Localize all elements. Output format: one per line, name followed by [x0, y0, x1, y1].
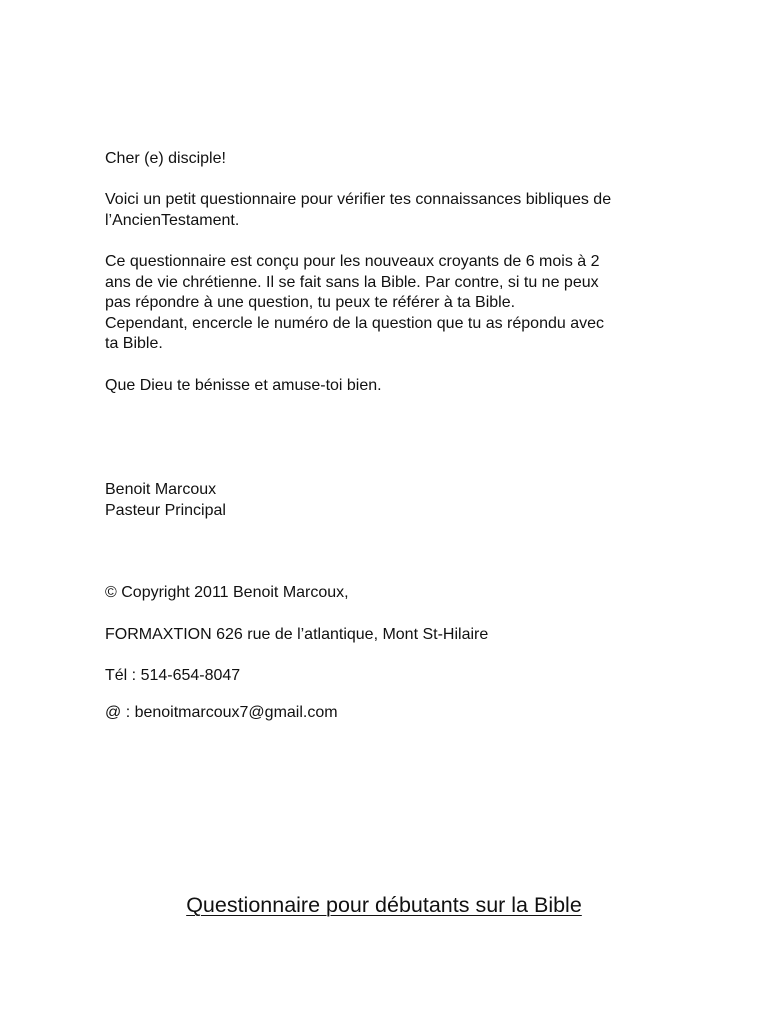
signature-block — [105, 480, 685, 521]
intro-paragraph — [105, 190, 685, 231]
phone-text: Tél : 514-654-8047 — [105, 667, 241, 684]
copyright-notice — [105, 583, 685, 604]
phone — [105, 666, 685, 687]
instructions-line: ta Bible. — [105, 335, 163, 352]
signature-role: Pasteur Principal — [105, 501, 226, 519]
blessing-text: Que Dieu te bénisse et amuse-toi bien. — [105, 377, 382, 394]
greeting-text: Cher (e) disciple! — [105, 150, 226, 167]
instructions-line: pas répondre à une question, tu peux te référer à ta Bible. — [105, 294, 516, 311]
signature-name: Benoit Marcoux — [105, 481, 217, 498]
address-text: FORMAXTION 626 rue de l’atlantique, Mont St-Hilaire — [105, 626, 489, 643]
intro-line: Voici un petit questionnaire pour vérifier tes connaissances bibliques de — [105, 191, 612, 208]
blessing — [105, 376, 685, 397]
instructions-paragraph — [105, 252, 685, 355]
copyright-text: © Copyright 2011 Benoit Marcoux, — [105, 584, 349, 601]
email — [105, 703, 685, 724]
instructions-line: Ce questionnaire est conçu pour les nouveaux croyants de 6 mois à 2 — [105, 253, 600, 270]
document-title-text: Questionnaire pour débutants sur la Bible — [186, 893, 582, 917]
intro-line: l’AncienTestament. — [105, 211, 240, 229]
address — [105, 625, 685, 646]
greeting — [105, 149, 685, 170]
email-text: @ : benoitmarcoux7@gmail.com — [105, 704, 338, 721]
document-title — [0, 892, 768, 918]
instructions-line: Cependant, encercle le numéro de la question que tu as répondu avec — [105, 314, 605, 332]
instructions-line: ans de vie chrétienne. Il se fait sans la Bible. Par contre, si tu ne peux — [105, 273, 599, 291]
